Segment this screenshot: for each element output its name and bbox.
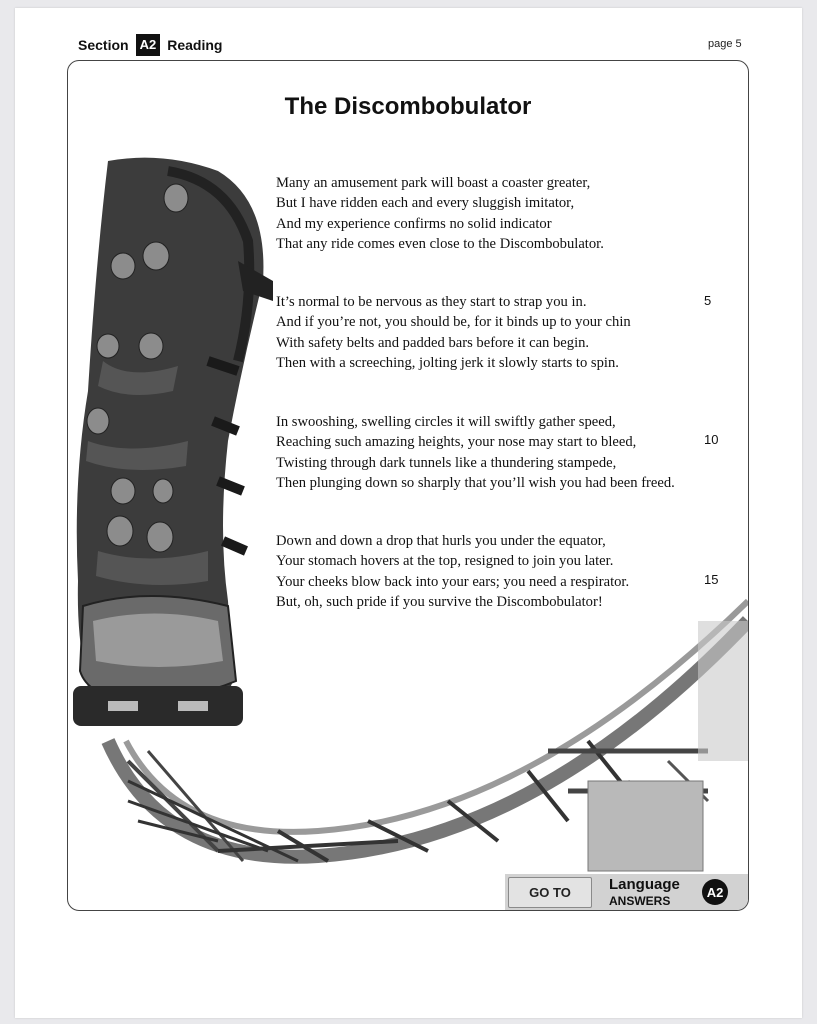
poem-line: Your cheeks blow back into your ears; you need a respirator. [276, 573, 630, 590]
poem-line: Then with a screeching, jolting jerk it slowly starts to spin. [276, 354, 619, 371]
line-number: 5 [704, 293, 712, 308]
section-badge-circle: A2 [702, 879, 728, 905]
page-number: page 5 [708, 38, 742, 50]
poem-line: In swooshing, swelling circles it will swiftly gather speed, [276, 414, 616, 430]
poem-line: Your stomach hovers at the top, resigned to join you later. [276, 553, 614, 570]
line-number: 10 [704, 432, 719, 447]
stanza-3 [276, 412, 675, 493]
poem-title: The Discombobulator [284, 93, 532, 120]
poem-line: With safety belts and padded bars before it can begin. [276, 334, 590, 351]
poem-line: And if you’re not, you should be, for it binds up to your chin [276, 314, 631, 331]
section-badge: A2 [136, 34, 161, 56]
stanza-1 [276, 173, 604, 254]
stanza-4 [276, 531, 629, 612]
poem-line: Down and down a drop that hurls you under the equator, [276, 533, 606, 549]
answers-link[interactable]: ANSWERS [609, 894, 671, 908]
line-number: 15 [704, 572, 719, 587]
coaster-train [73, 158, 273, 726]
poem-line: That any ride comes even close to the Discombobulator. [276, 235, 604, 252]
track-support-block [588, 781, 703, 871]
goto-button[interactable]: GO TO [508, 877, 592, 908]
poem-line: Many an amusement park will boast a coaster greater, [276, 175, 591, 191]
poem-line: But, oh, such pride if you survive the Discombobulator! [276, 593, 603, 610]
language-link[interactable]: Language [609, 876, 680, 893]
poem-line: And my experience confirms no solid indicator [276, 215, 552, 232]
poem-line: Twisting through dark tunnels like a thundering stampede, [276, 454, 617, 471]
section-name: Reading [167, 37, 223, 53]
poem-line: It’s normal to be nervous as they start to strap you in. [276, 294, 587, 310]
poem-line: Then plunging down so sharply that you’ll wish you had been freed. [276, 474, 675, 491]
stanza-2 [276, 292, 631, 373]
poem-line: But I have ridden each and every sluggish imitator, [276, 195, 575, 212]
poem-frame [67, 60, 749, 911]
section-label: Section [78, 37, 129, 53]
section-header [78, 34, 222, 56]
poem-line: Reaching such amazing heights, your nose may start to bleed, [276, 434, 637, 451]
